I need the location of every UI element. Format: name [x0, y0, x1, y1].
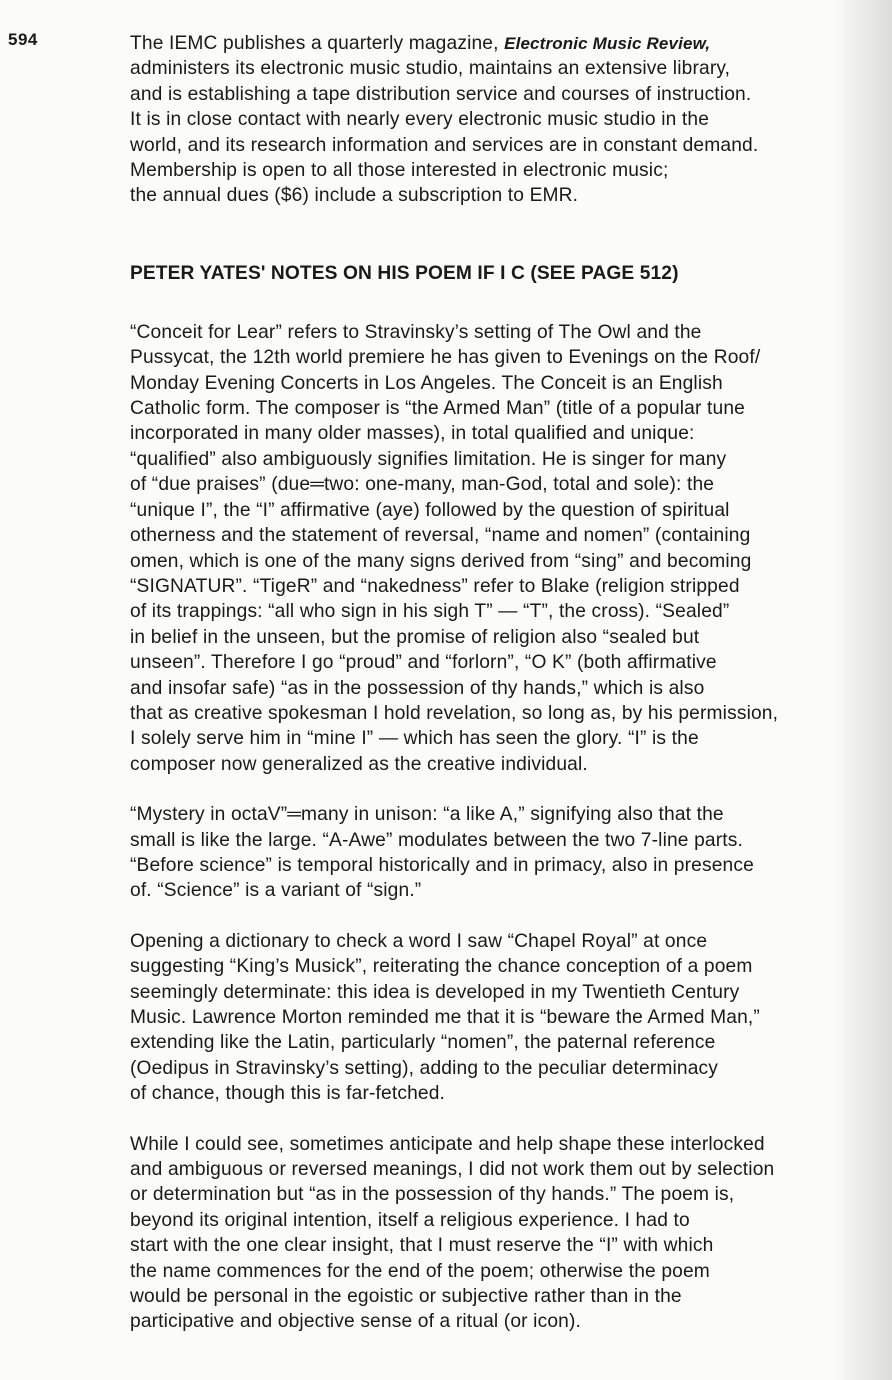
- intro-text-rest: administers its electronic music studio, maintains an extensive library, and is establishing a tape distribution service and courses of instruction. It is in close contact with nearly every electronic music studio in the world, and its research information and services are in constant demand. Membership is open to all those interested in electronic music; the annual dues ($6) include a subscription to EMR.: [130, 58, 759, 207]
- notes-section: [130, 320, 865, 1335]
- magazine-title: Electronic Music Review,: [504, 34, 711, 53]
- notes-paragraph-3: Opening a dictionary to check a word I saw “Chapel Royal” at once suggesting “King’s Musick”, reiterating the chance conception of a poem seemingly determinate: this idea is developed in my Twentieth Century Music. Lawrence Morton reminded me that it is “beware the Armed Man,” extending like the Latin, particularly “nomen”, the paternal reference (Oedipus in Stravinsky’s setting), adding to the peculiar determinacy of chance, though this is far-fetched.: [130, 930, 760, 1105]
- page-number: 594: [8, 30, 38, 49]
- notes-paragraph-2: “Mystery in octaV”═many in unison: “a like A,” signifying also that the small is like the large. “A-Awe” modulates between the two 7-line parts. “Before science” is temporal historically and in primacy, also in presence of. “Science” is a variant of “sign.”: [130, 804, 754, 902]
- section-heading: PETER YATES' NOTES ON HIS POEM IF I C (SEE PAGE 512): [130, 262, 679, 284]
- intro-paragraph: [130, 31, 865, 209]
- page-body: [130, 31, 865, 1360]
- notes-paragraph-1: “Conceit for Lear” refers to Stravinsky’s setting of The Owl and the Pussycat, the 12th world premiere he has given to Evenings on the Roof/ Monday Evening Concerts in Los Angeles. The Conceit is an English Catholic form. The composer is “the Armed Man” (title of a popular tune incorporated in many older masses), in total qualified and unique: “qualified” also ambiguously signifies limitation. He is singer for many of “due praises” (due═two: one-many, man-God, total and sole): the “unique I”, the “I” affirmative (aye) followed by the question of spiritual otherness and the statement of reversal, “name and nomen” (containing omen, which is one of the many signs derived from “sing” and becoming “SIGNATUR”. “TigeR” and “nakedness” refer to Blake (religion stripped of its trappings: “all who sign in his sigh T” — “T”, the cross). “Sealed” in belief in the unseen, but the promise of religion also “sealed but unseen”. Therefore I go “proud” and “forlorn”, “O K” (both affirmative and insofar safe) “as in the possession of thy hands,” which is also that as creative spokesman I hold revelation, so long as, by his permission, I solely serve him in “mine I” — which has seen the glory. “I” is the composer now generalized as the creative individual.: [130, 321, 779, 775]
- notes-paragraph-4: While I could see, sometimes anticipate and help shape these interlocked and ambiguous or reversed meanings, I did not work them out by selection or determination but “as in the possession of thy hands.” The poem is, beyond its original intention, itself a religious experience. I had to start with the one clear insight, that I must reserve the “I” with which the name commences for the end of the poem; otherwise the poem would be personal in the egoistic or subjective rather than in the participative and objective sense of a ritual (or icon).: [130, 1133, 775, 1333]
- intro-text-start: The IEMC publishes a quarterly magazine,: [130, 33, 505, 54]
